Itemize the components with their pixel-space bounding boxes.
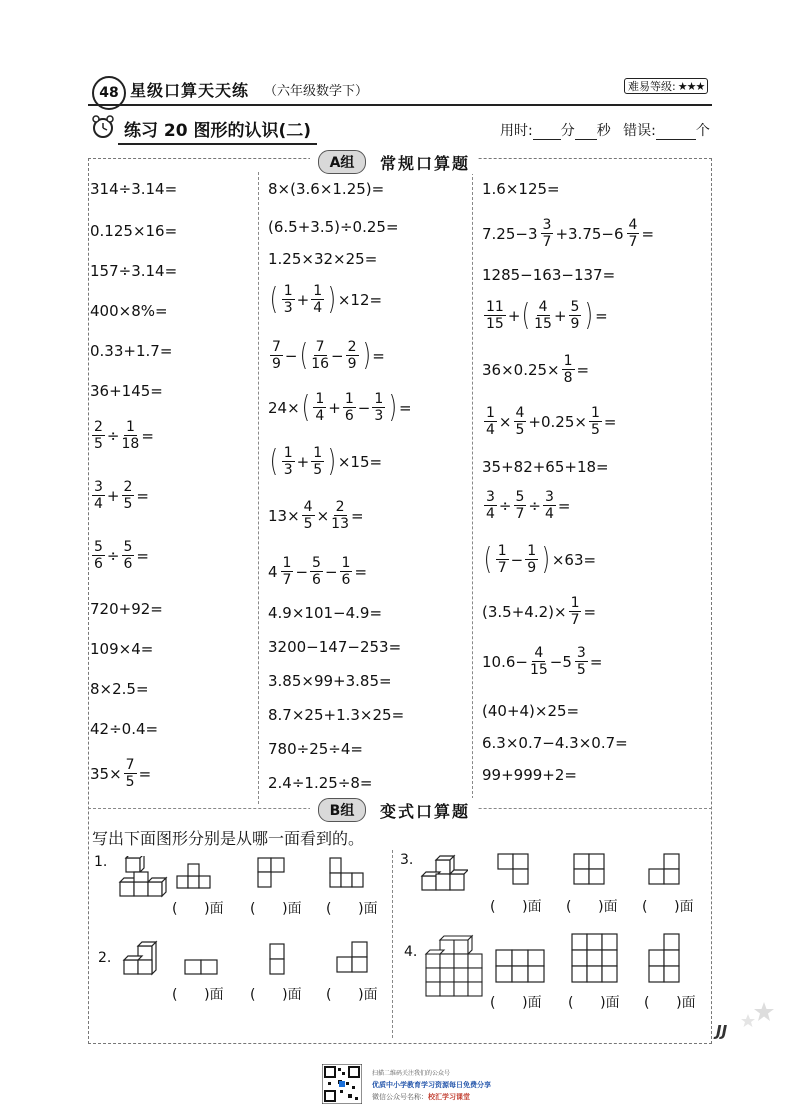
problem: 314÷3.14= [90, 180, 178, 198]
answer-blank[interactable]: ( )面 [566, 899, 618, 915]
problem: 3.85×99+3.85= [268, 672, 392, 690]
view-shape [328, 856, 364, 890]
difficulty-label: 难易等级: [628, 80, 676, 93]
problem: (40+4)×25= [482, 702, 580, 720]
problem: 8×2.5= [90, 680, 149, 698]
alarm-clock-icon [90, 114, 116, 140]
problem-fraction: $\frac{7}{9}$ − ( $\frac{7}{16}$ − $\frac{2}{9}$ ) = [272, 337, 385, 373]
answer-blank[interactable]: ( )面 [644, 995, 696, 1011]
errors-blank[interactable] [656, 125, 696, 140]
problem-fraction: ( $\frac{1}{3}$ + $\frac{1}{5}$ ) ×15= [269, 443, 383, 479]
problem: 35+82+65+18= [482, 458, 609, 476]
question-number: 1. [94, 854, 108, 870]
part-b-tag: B组 [318, 798, 366, 822]
footer-account: 微信公众号名称：校汇学习课堂 [372, 1093, 470, 1101]
problem: 109×4= [90, 640, 154, 658]
problem: 6.3×0.7−4.3×0.7= [482, 734, 628, 752]
problem: 1.6×125= [482, 180, 560, 198]
problem-fraction: ( $\frac{1}{3}$ + $\frac{1}{4}$ ) ×12= [269, 281, 383, 317]
star-decoration-icon [736, 1000, 776, 1036]
problem-fraction: $\frac{5}{6}$ ÷ $\frac{5}{6}$ = [94, 539, 149, 572]
lesson-title: 练习 20 图形的认识(二) [118, 116, 317, 145]
problem: 720+92= [90, 600, 163, 618]
time-label: 用时: [500, 123, 533, 139]
answer-blank[interactable]: ( )面 [568, 995, 620, 1011]
answer-blank[interactable]: ( )面 [250, 901, 302, 917]
problem: 2.4÷1.25÷8= [268, 774, 373, 792]
answer-blank[interactable]: ( )面 [490, 995, 542, 1011]
part-b-banner [310, 798, 478, 822]
series-title: 星级口算天天练 [130, 81, 250, 100]
part-b-divider [392, 850, 393, 1038]
question-number: 3. [400, 852, 414, 868]
answer-blank[interactable]: ( )面 [326, 901, 378, 917]
grade-note: （六年级数学下） [264, 84, 369, 99]
column-divider-1 [258, 172, 259, 804]
answer-blank[interactable]: ( )面 [326, 987, 378, 1003]
answer-blank[interactable]: ( )面 [172, 901, 224, 917]
problem-fraction: 24× ( $\frac{1}{4}$ + $\frac{1}{6}$ − $\frac{1}{3}$ ) = [268, 389, 412, 425]
problem: 99+999+2= [482, 766, 577, 784]
view-shape [176, 862, 212, 890]
view-shape [572, 852, 608, 888]
problem-fraction: 36×0.25× $\frac{1}{8}$ = [482, 353, 590, 386]
part-b-instruction: 写出下面图形分别是从哪一面看到的。 [92, 829, 365, 848]
question-number: 2. [98, 950, 112, 966]
minute-blank[interactable] [533, 125, 561, 140]
problem-fraction: $\frac{11}{15}$ + ( $\frac{4}{15}$ + $\frac{5}{9}$ ) = [486, 297, 608, 333]
second-label: 秒 [596, 123, 611, 139]
difficulty-stars: ★★★ [677, 79, 705, 93]
problem: 0.33+1.7= [90, 342, 173, 360]
second-blank[interactable] [575, 125, 597, 140]
view-shape [496, 852, 532, 888]
part-a-title: 常规口算题 [380, 153, 471, 173]
column-divider-2 [472, 172, 473, 804]
problem-fraction: (3.5+4.2)× $\frac{1}{7}$ = [482, 595, 597, 628]
problem: 8×(3.6×1.25)= [268, 180, 385, 198]
view-shape [644, 932, 684, 986]
view-shape [494, 948, 546, 986]
problem: 3200−147−253= [268, 638, 402, 656]
view-shape [644, 852, 684, 888]
problem: 0.125×16= [90, 222, 178, 240]
problem-fraction: $\frac{3}{4}$ ÷ $\frac{5}{7}$ ÷ $\frac{3}{4}$ = [486, 489, 571, 522]
problem: 42÷0.4= [90, 720, 159, 738]
problem-fraction: 4 $\frac{1}{7}$ − $\frac{5}{6}$ − $\frac{1}{6}$ = [268, 555, 368, 588]
problem-fraction: $\frac{1}{4}$ × $\frac{4}{5}$ +0.25× $\frac{1}{5}$ = [486, 405, 617, 438]
header-rule [88, 104, 712, 106]
problem: (6.5+3.5)÷0.25= [268, 218, 399, 236]
problem: 400×8%= [90, 302, 168, 320]
cube-figure [120, 940, 166, 984]
problem-fraction: 7.25−3 $\frac{3}{7}$ +3.75−6 $\frac{4}{7}$ = [482, 217, 655, 250]
problem: 36+145= [90, 382, 163, 400]
footer-caption: 扫描二维码关注我们的公众号 [372, 1070, 451, 1077]
view-shape [256, 856, 286, 890]
answer-blank[interactable]: ( )面 [490, 899, 542, 915]
part-a-tag: A组 [318, 150, 366, 174]
problem: 780÷25÷4= [268, 740, 363, 758]
corner-mark: JJ [716, 1022, 728, 1040]
page-number: 48 [99, 85, 119, 101]
errors-label: 错误: [623, 123, 656, 139]
footer-slogan: 优质中小学教育学习资源每日免费分享 [372, 1081, 491, 1089]
problem-fraction: 10.6− $\frac{4}{15}$ −5 $\frac{3}{5}$ = [482, 645, 603, 678]
problem-fraction: 13× $\frac{4}{5}$ × $\frac{2}{13}$ = [268, 499, 364, 532]
view-shape [570, 932, 620, 986]
problem-fraction: $\frac{3}{4}$ + $\frac{2}{5}$ = [94, 479, 149, 512]
answer-blank[interactable]: ( )面 [172, 987, 224, 1003]
time-record [500, 120, 710, 140]
part-a-banner [310, 150, 478, 174]
cube-figure [420, 934, 488, 1000]
view-shape [266, 942, 290, 976]
difficulty-box [624, 78, 708, 94]
view-shape [184, 958, 218, 976]
qr-code-icon[interactable] [322, 1064, 362, 1104]
cube-figure [420, 854, 468, 898]
cube-figure [118, 856, 168, 900]
minute-label: 分 [560, 123, 575, 139]
problem: 8.7×25+1.3×25= [268, 706, 405, 724]
problem-fraction: $\frac{2}{5}$ ÷ $\frac{1}{18}$ = [94, 419, 154, 452]
problem: 4.9×101−4.9= [268, 604, 383, 622]
problem: 1285−163−137= [482, 266, 616, 284]
view-shape [334, 940, 370, 976]
part-b-title: 变式口算题 [380, 801, 471, 821]
problem: 157÷3.14= [90, 262, 178, 280]
count-unit: 个 [695, 123, 710, 139]
problem-fraction: 35× $\frac{7}{5}$ = [90, 757, 152, 790]
answer-blank[interactable]: ( )面 [642, 899, 694, 915]
problem-fraction: ( $\frac{1}{7}$ − $\frac{1}{9}$ ) ×63= [483, 541, 597, 577]
problem: 1.25×32×25= [268, 250, 378, 268]
question-number: 4. [404, 944, 418, 960]
answer-blank[interactable]: ( )面 [250, 987, 302, 1003]
